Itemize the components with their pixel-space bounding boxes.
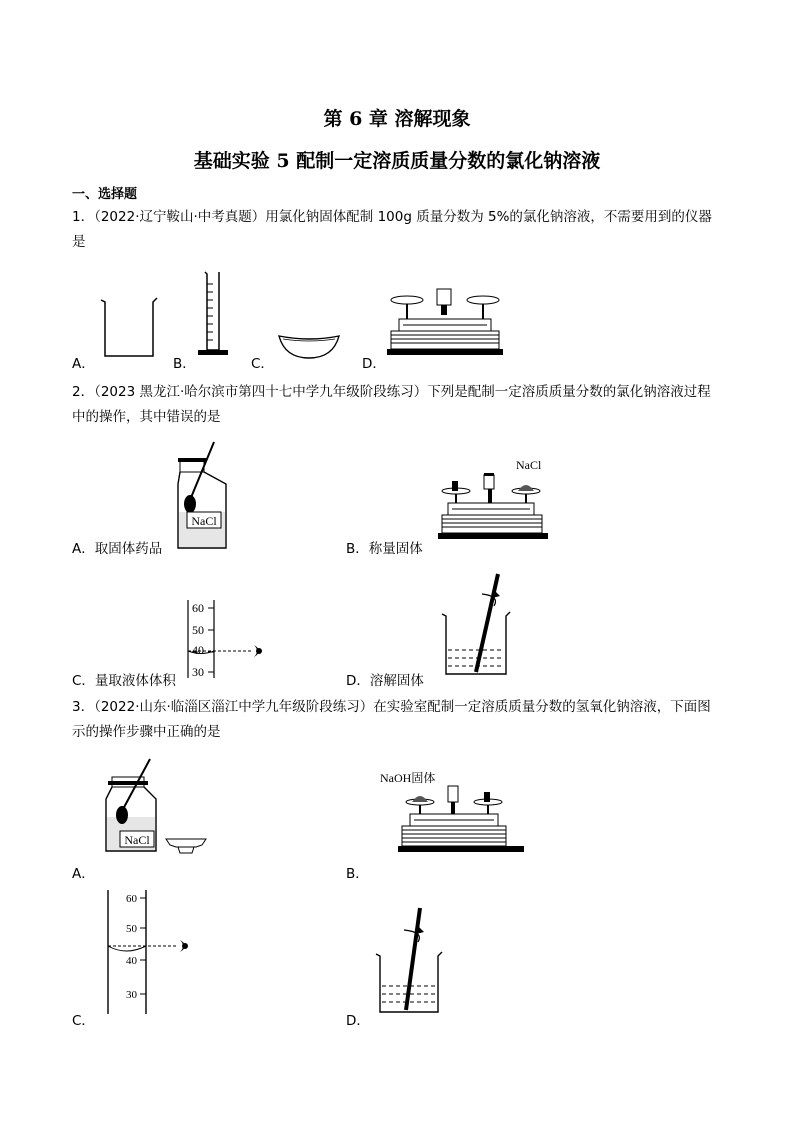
tick-30: 30 (126, 989, 137, 1001)
tick-50: 50 (126, 923, 137, 935)
question-2-number: 2． (72, 384, 95, 400)
question-2 (72, 380, 720, 430)
evaporating-dish-icon (275, 330, 345, 365)
balance-label: NaCl (516, 458, 542, 472)
tick-60: 60 (126, 893, 137, 905)
question-1-text: （2022·辽宁鞍山·中考真题）用氯化钠固体配制 100g 质量分数为 5%的氯化钠溶液，不需要用到的仪器是 (72, 209, 712, 250)
question-3 (72, 695, 720, 745)
q1-option-d[interactable]: D． (362, 356, 386, 372)
beaker-icon (95, 292, 165, 362)
q2-option-a[interactable]: A．取固体药品 (72, 541, 163, 557)
question-3-text: （2022·山东·临淄区淄江中学九年级阶段练习）在实验室配制一定溶质质量分数的氢氧化钠溶液，下面图示的操作步骤中正确的是 (72, 699, 711, 740)
question-1-number: 1． (72, 209, 95, 225)
q3-option-c[interactable]: C． (72, 1013, 95, 1029)
tick-40: 40 (192, 643, 204, 657)
tick-30: 30 (192, 665, 204, 679)
tick-50: 50 (192, 623, 204, 637)
beaker-stirring-icon (372, 908, 452, 1016)
q1-option-b[interactable]: B． (173, 356, 196, 372)
graduated-cylinder-icon (195, 268, 240, 360)
balance-label: NaOH固体 (380, 771, 436, 785)
bottle-label: NaCl (124, 833, 150, 847)
q3-option-a[interactable]: A． (72, 866, 95, 882)
bottle-label: NaCl (191, 514, 217, 528)
q2-option-b[interactable]: B．称量固体 (346, 541, 423, 557)
q3-option-d[interactable]: D． (346, 1013, 370, 1029)
balance-naoh-icon (378, 768, 528, 864)
question-2-text: （2023 黑龙江·哈尔滨市第四十七中学九年级阶段练习）下列是配制一定溶质质量分数的氯化钠溶液过程中的操作，其中错误的是 (72, 384, 711, 425)
beaker-stirring-icon (438, 570, 518, 682)
q1-option-a[interactable]: A． (72, 356, 95, 372)
question-3-number: 3． (72, 699, 95, 715)
reagent-bottle-dish-icon (100, 757, 220, 853)
q3-option-b[interactable]: B． (346, 866, 369, 882)
section-heading: 一、选择题 (72, 187, 138, 202)
q2-option-d[interactable]: D．溶解固体 (346, 673, 424, 689)
cylinder-reading-icon (106, 890, 206, 1016)
question-1 (72, 205, 720, 255)
cylinder-reading-icon (186, 598, 276, 680)
reagent-bottle-icon (170, 440, 240, 552)
tick-40: 40 (126, 955, 137, 967)
balance-weighing-icon (436, 455, 556, 550)
q1-option-c[interactable]: C． (251, 356, 274, 372)
q2-option-c[interactable]: C．量取液体体积 (72, 673, 176, 689)
tick-60: 60 (192, 601, 204, 615)
balance-icon (385, 285, 515, 363)
chapter-title: 第 6 章 溶解现象 (323, 108, 471, 130)
page-title: 基础实验 5 配制一定溶质质量分数的氯化钠溶液 (193, 150, 601, 172)
